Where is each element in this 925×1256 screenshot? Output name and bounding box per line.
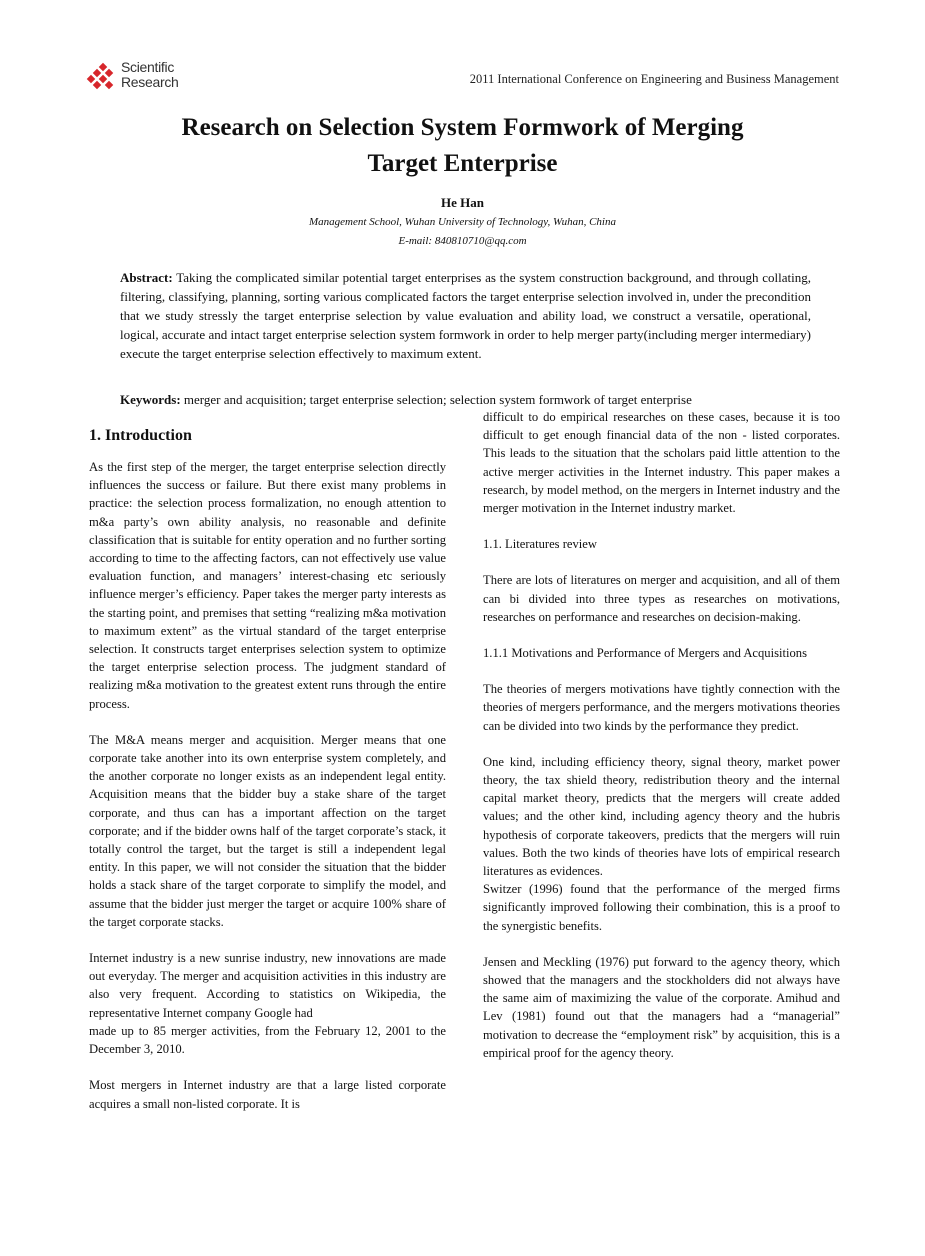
- paragraph: Most mergers in Internet industry are that a large listed corporate acquires a small non-listed corporate. It is: [89, 1078, 446, 1111]
- title-line-2: Target Enterprise: [367, 150, 558, 177]
- keywords: [120, 390, 840, 409]
- paper-title: [0, 110, 925, 182]
- paragraph: One kind, including efficiency theory, signal theory, market power theory, the tax shield theory, redistribution theory and the internal capital market theory, predicts that the mergers will create added values; and the other kind, including agency theory and the hubris hypothesis of corporate takeovers, predicts that the mergers will ruin values. Both the two kinds of theories have lots of empirical research literatures as evidences.: [483, 754, 840, 879]
- paragraph: The theories of mergers motivations have tightly connection with the theories of mergers performance, and the mergers motivations theories can be divided into two kinds by the performance they predict.: [483, 682, 840, 733]
- abstract-text: Taking the complicated similar potential target enterprises as the system construction background, and through collating, filtering, classifying, planning, sorting various complicated factors the target enterprise selection involved in, under the precondition that we study stressly the target enterprise selection by value evaluation and ability load, we construct a versatile, operational, logical, accurate and intact target enterprise selection system formwork in order to help merger party(including merger intermediary) execute the target enterprise selection effectively to maximum extent.: [120, 270, 812, 361]
- left-column: [89, 424, 446, 1113]
- publisher-logo-mark-icon: [88, 64, 118, 92]
- author-affiliation: Management School, Wuhan University of Technology, Wuhan, China: [309, 216, 616, 228]
- subsection-heading-motivations: 1.1.1 Motivations and Performance of Mergers and Acquisitions: [483, 646, 807, 661]
- conference-header: 2011 International Conference on Engineering and Business Management: [469, 72, 839, 86]
- right-column: [483, 408, 840, 1062]
- author-email: E-mail: 840810710@qq.com: [398, 235, 527, 247]
- title-line-1: Research on Selection System Formwork of Merging: [181, 114, 744, 141]
- publisher-logo: [88, 60, 198, 96]
- paragraph: The M&A means merger and acquisition. Merger means that one corporate take another into its own enterprise system completely, and the another corporate no longer exists as an independent legal entity. Acquisition means that the bidder buy a stake share of the target corporate, and thus can has a important affection on the target corporate; and if the bidder owns half of the target corporate’s stack, it totally control the target, but the target is still a independent legal entity. In this paper, we will not consider the situation that the bidder holds a stack share of the target corporate to simplify the model, and assume that the bidder just merger the target or acquire 100% share of the target corporate stacks.: [89, 732, 446, 929]
- author-name: He Han: [441, 195, 484, 210]
- abstract: [120, 268, 811, 363]
- logo-text-line1: Scientific: [121, 59, 175, 75]
- paragraph: difficult to do empirical researches on these cases, because it is too difficult to get enough financial data of the non - listed corporates. This leads to the situation that the scholars paid little attention to the active merger activities in the Internet industry. This paper makes a research, by model method, on the mergers in Internet industry and the merger motivation in the Internet industry market.: [483, 410, 840, 516]
- paragraph: There are lots of literatures on merger and acquisition, and all of them can bi divided into three types as researches on motivations, researches on performance and researches on decision-making.: [483, 573, 840, 624]
- paragraph: As the first step of the merger, the target enterprise selection directly influences the success or failure. But there exist many problems in practice: the selection process formalization, no enough attention to m&a party’s own ability analysis, no reasonable and definite classification that is suitable for entity operation and no further sorting according to time to the affecting factors, can not effectively use value evaluation function, and managers’ interest-chasing etc seriously influence merger’s efficiency. Paper takes the merger party interests as the starting point, and premises that setting “realizing m&a motivation to maximum extent” as the virtual standard of the target enterprise selection. It constructs target enterprises selection system to optimize the target enterprise selection process. The judgment standard of realizing m&a motivation to the greatest extent runs through the entire process.: [89, 460, 446, 711]
- subsection-heading-literature-review: 1.1. Literatures review: [483, 537, 597, 552]
- keywords-text: merger and acquisition; target enterprise selection; selection system formwork of target enterprise: [183, 392, 692, 407]
- section-heading-introduction: 1. Introduction: [89, 427, 192, 444]
- paragraph: Internet industry is a new sunrise industry, new innovations are made out everyday. The merger and acquisition activities in this industry are also very frequent. According to statistics on Wikipedia, the representative Internet company Google had: [89, 951, 446, 1020]
- logo-text-line2: Research: [121, 74, 179, 90]
- paragraph: made up to 85 merger activities, from the February 12, 2001 to the December 3, 2010.: [89, 1023, 446, 1057]
- keywords-label: Keywords:: [120, 392, 181, 407]
- abstract-label: Abstract:: [120, 270, 173, 285]
- paragraph: Jensen and Meckling (1976) put forward to the agency theory, which showed that the managers and the stockholders did not always have the same aim of maximizing the value of the corporate. Amihud and Lev (1981) found out that the managers had a “managerial” motivation to decrease the “employment risk” by acquisition, this is a empirical proof for the agency theory.: [483, 954, 840, 1060]
- paragraph: Switzer (1996) found that the performance of the merged firms significantly improved following their combination, this is a proof to the synergistic benefits.: [483, 882, 840, 933]
